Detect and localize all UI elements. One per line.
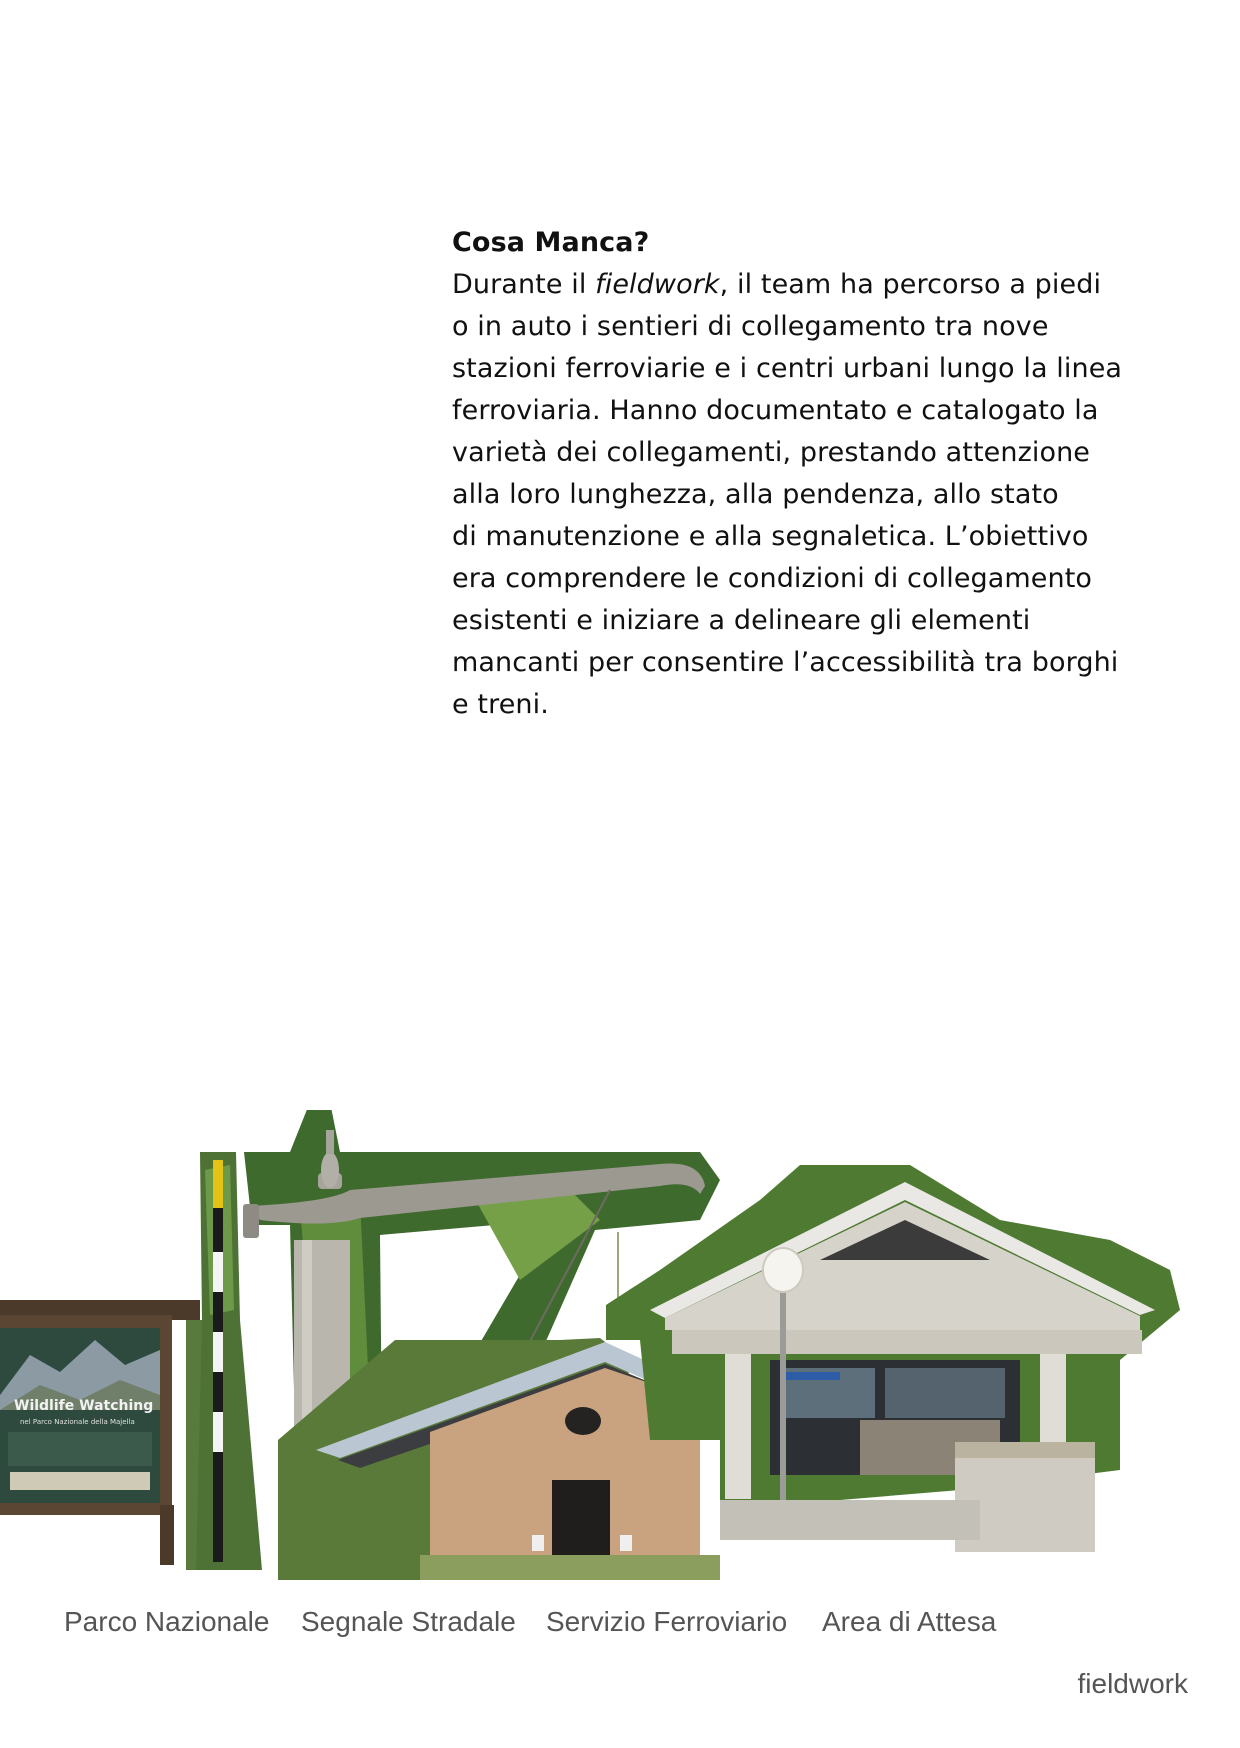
caption-row <box>0 1606 1240 1650</box>
body-line: era comprendere le condizioni di collegamento <box>452 563 1093 594</box>
body-line: varietà dei collegamenti, prestando attenzione <box>452 437 1090 468</box>
body-line <box>452 264 1172 306</box>
body-line: e treni. <box>452 689 549 720</box>
body-line-text: Durante il <box>452 269 596 300</box>
park-sign-photo <box>0 1300 206 1570</box>
caption-segnale-stradale: Segnale Stradale <box>301 1606 516 1637</box>
body-line: alla loro lunghezza, alla pendenza, allo stato <box>452 479 1059 510</box>
caption-parco-nazionale: Parco Nazionale <box>64 1606 270 1637</box>
caption-area-di-attesa: Area di Attesa <box>822 1606 997 1637</box>
caption-servizio-ferroviario: Servizio Ferroviario <box>546 1606 788 1637</box>
body-line-text: , il team ha percorso a piedi <box>719 269 1102 300</box>
body-line: stazioni ferroviarie e i centri urbani lungo la linea <box>452 353 1123 384</box>
sign-subtitle: nel Parco Nazionale della Majella <box>20 1418 135 1426</box>
body-line: o in auto i sentieri di collegamento tra nove <box>452 311 1049 342</box>
body-line: esistenti e iniziare a delineare gli elementi <box>452 605 1031 636</box>
section-heading: Cosa Manca? <box>452 227 650 258</box>
sign-title: Wildlife Watching <box>14 1398 154 1414</box>
body-text <box>452 222 1172 726</box>
body-line: di manutenzione e alla segnaletica. L’obiettivo <box>452 521 1089 552</box>
body-line: mancanti per consentire l’accessibilità tra borghi <box>452 647 1119 678</box>
photo-collage <box>0 1110 1240 1580</box>
footer-label: fieldwork <box>1077 1668 1188 1699</box>
emphasized-word: fieldwork <box>595 269 720 300</box>
body-line: ferroviaria. Hanno documentato e catalogato la <box>452 395 1099 426</box>
